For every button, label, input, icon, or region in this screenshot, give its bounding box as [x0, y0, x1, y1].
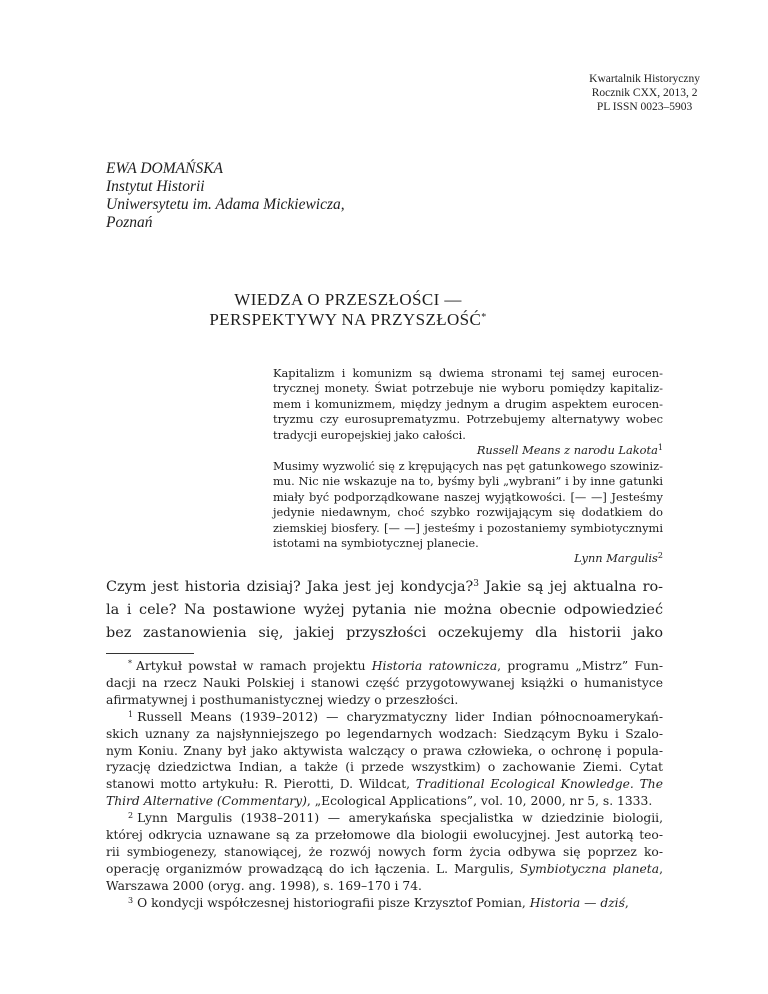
footnote-ref: 3	[473, 579, 480, 589]
title-line-text: PERSPEKTYWY NA PRZYSZŁOŚĆ	[209, 310, 482, 329]
motto-line: istotami na symbiotycznej planecie.	[273, 536, 479, 551]
footnote-ref: 2	[657, 551, 663, 561]
footnote-line: skich uznany za najsłynniejszego po legendarnych wodzach: Siedzącym Byku i Szalo-	[106, 726, 663, 741]
footnote-text: O kondycji współczesnej historiografii pisze Krzysztof Pomian,	[137, 895, 530, 910]
footnote-line	[106, 861, 663, 878]
title-line	[106, 310, 590, 330]
footnote-line: nym Koniu. Znany był jako aktywista walczący o prawa człowieka, o ochronę i popula-	[106, 743, 663, 758]
footnote-line: której odkrycia uznawane są za przełomowe dla biologii ewolucyjnej. Jest autorką teo-	[106, 828, 663, 843]
footnote-mark: 3	[128, 895, 134, 905]
motto-line: miały być podporządkowane naszej wyjątkowości. [— —] Jesteśmy	[273, 489, 663, 504]
title-line: WIEDZA O PRZESZŁOŚCI —	[234, 290, 462, 309]
footnote-line: dacji na rzecz Nauki Polskiej i stanowi część przygotowywanej książki o humanistyce	[106, 675, 663, 690]
footnote-mark: *	[128, 659, 132, 668]
footnote-separator	[106, 653, 194, 654]
motto-line: trycznej monety. Świat potrzebuje nie wyboru pomiędzy kapitaliz-	[273, 381, 663, 396]
footnote-text: Lynn Margulis (1938–2011) — amerykańska specjalistka w dziedzinie biologii,	[137, 811, 663, 826]
footnote-text: operację organizmów prowadzącą do ich łączenia. L. Margulis,	[106, 861, 520, 876]
journal-header	[589, 72, 700, 114]
footnote-line	[106, 895, 663, 912]
author-affiliation-line: Poznań	[106, 214, 153, 231]
journal-issn: PL ISSN 0023–5903	[596, 101, 693, 113]
footnote-text: ,	[659, 861, 663, 876]
footnote-italic: Historia — dziś	[529, 895, 625, 910]
footnote-text: stanowi motto artykułu: R. Pierotti, D. Wildcat,	[106, 777, 416, 792]
footnote-line	[106, 709, 663, 726]
motto-line: tradycji europejskiej jako całości.	[273, 427, 466, 442]
footnote-1	[106, 709, 663, 810]
footnote-text: Russell Means (1939–2012) — charyzmatyczny lider Indian północnoamerykań-	[137, 709, 663, 724]
body-line	[106, 576, 663, 599]
motto-line: Musimy wyzwolić się z krępujących nas pęt gatunkowego szowiniz-	[273, 459, 663, 473]
footnote-line	[106, 658, 663, 675]
motto-attribution	[273, 551, 663, 566]
body-line: la i cele? Na postawione wyżej pytania nie można obecnie odpowiedzieć	[106, 602, 663, 618]
footnotes	[106, 658, 663, 912]
motto-attribution-text: Lynn Margulis	[574, 551, 658, 566]
footnote-text: , „Ecological Applications”, vol. 10, 2000, nr 5, s. 1333.	[306, 794, 653, 809]
motto-attribution-text: Russell Means z narodu Lakota	[476, 443, 658, 458]
footnote-line: afirmatywnej i posthumanistycznej wiedzy o przeszłości.	[106, 692, 459, 707]
journal-name: Kwartalnik Historyczny	[589, 73, 700, 85]
author-name: EWA DOMAŃSKA	[106, 160, 224, 177]
footnote-star	[106, 658, 663, 709]
footnote-2	[106, 810, 663, 895]
footnote-italic: Third Alternative (Commentary)	[106, 794, 307, 809]
body-text-segment: Czym jest historia dzisiaj? Jaka jest jej kondycja?	[106, 579, 474, 595]
motto-line: ziemskiej biosfery. [— —] jesteśmy i pozostaniemy symbiotycznymi	[273, 520, 663, 535]
motto-means	[273, 366, 663, 458]
body-line: bez zastanowienia się, jakiej przyszłości oczekujemy dla historii jako	[106, 625, 663, 641]
footnote-italic: Symbiotyczna planeta	[519, 861, 660, 876]
footnote-line: ryzację dziedzictwa Indian, a także (i przede wszystkim) o zachowanie Ziemi. Cytat	[106, 760, 663, 775]
author-block	[106, 160, 345, 232]
footnote-italic: Traditional Ecological Knowledge. The	[415, 777, 664, 792]
footnote-line	[106, 810, 663, 827]
body-paragraph	[106, 576, 663, 645]
motto-line: tryzmu czy eurosuprematyzmu. Potrzebujemy alternatywy wobec	[273, 412, 663, 427]
footnote-mark: 1	[128, 709, 134, 719]
footnote-3	[106, 895, 663, 912]
footnote-line	[106, 793, 663, 810]
motto-attribution	[273, 443, 663, 458]
title-footnote-mark: *	[481, 312, 487, 323]
author-affiliation-line: Uniwersytetu im. Adama Mickiewicza,	[106, 196, 345, 213]
footnote-line: rii symbiogenezy, stanowiącej, że rozwój nowych form życia odbywa się poprzez ko-	[106, 844, 663, 859]
author-affiliation-line: Instytut Historii	[106, 178, 205, 195]
motto-margulis	[273, 459, 663, 567]
footnote-italic: Historia ratownicza	[371, 659, 498, 673]
footnote-text: Artykuł powstał w ramach projektu	[136, 659, 372, 673]
motto-line: mu. Nic nie wskazuje na to, byśmy byli „wybrani” i by inne gatunki	[273, 474, 663, 489]
footnote-line: Warszawa 2000 (oryg. ang. 1998), s. 169–170 i 74.	[106, 878, 422, 893]
journal-volume: Rocznik CXX, 2013, 2	[591, 87, 698, 99]
footnote-text: , programu „Mistrz” Fun-	[497, 659, 663, 673]
motto-line: mem i komunizmem, między jednym a drugim aspektem eurocen-	[273, 396, 663, 411]
motto-line: jedynie niedawnym, choć szybko rozwijającym się dodatkiem do	[273, 505, 663, 520]
motto-line: Kapitalizm i komunizm są dwiema stronami tej samej eurocen-	[273, 366, 663, 380]
article-title	[106, 290, 590, 330]
footnote-ref: 1	[657, 443, 663, 453]
footnote-text: ,	[624, 895, 629, 910]
body-text-segment: Jakie są jej aktualna ro-	[479, 579, 663, 595]
footnote-mark: 2	[128, 811, 134, 821]
footnote-line	[106, 776, 663, 793]
